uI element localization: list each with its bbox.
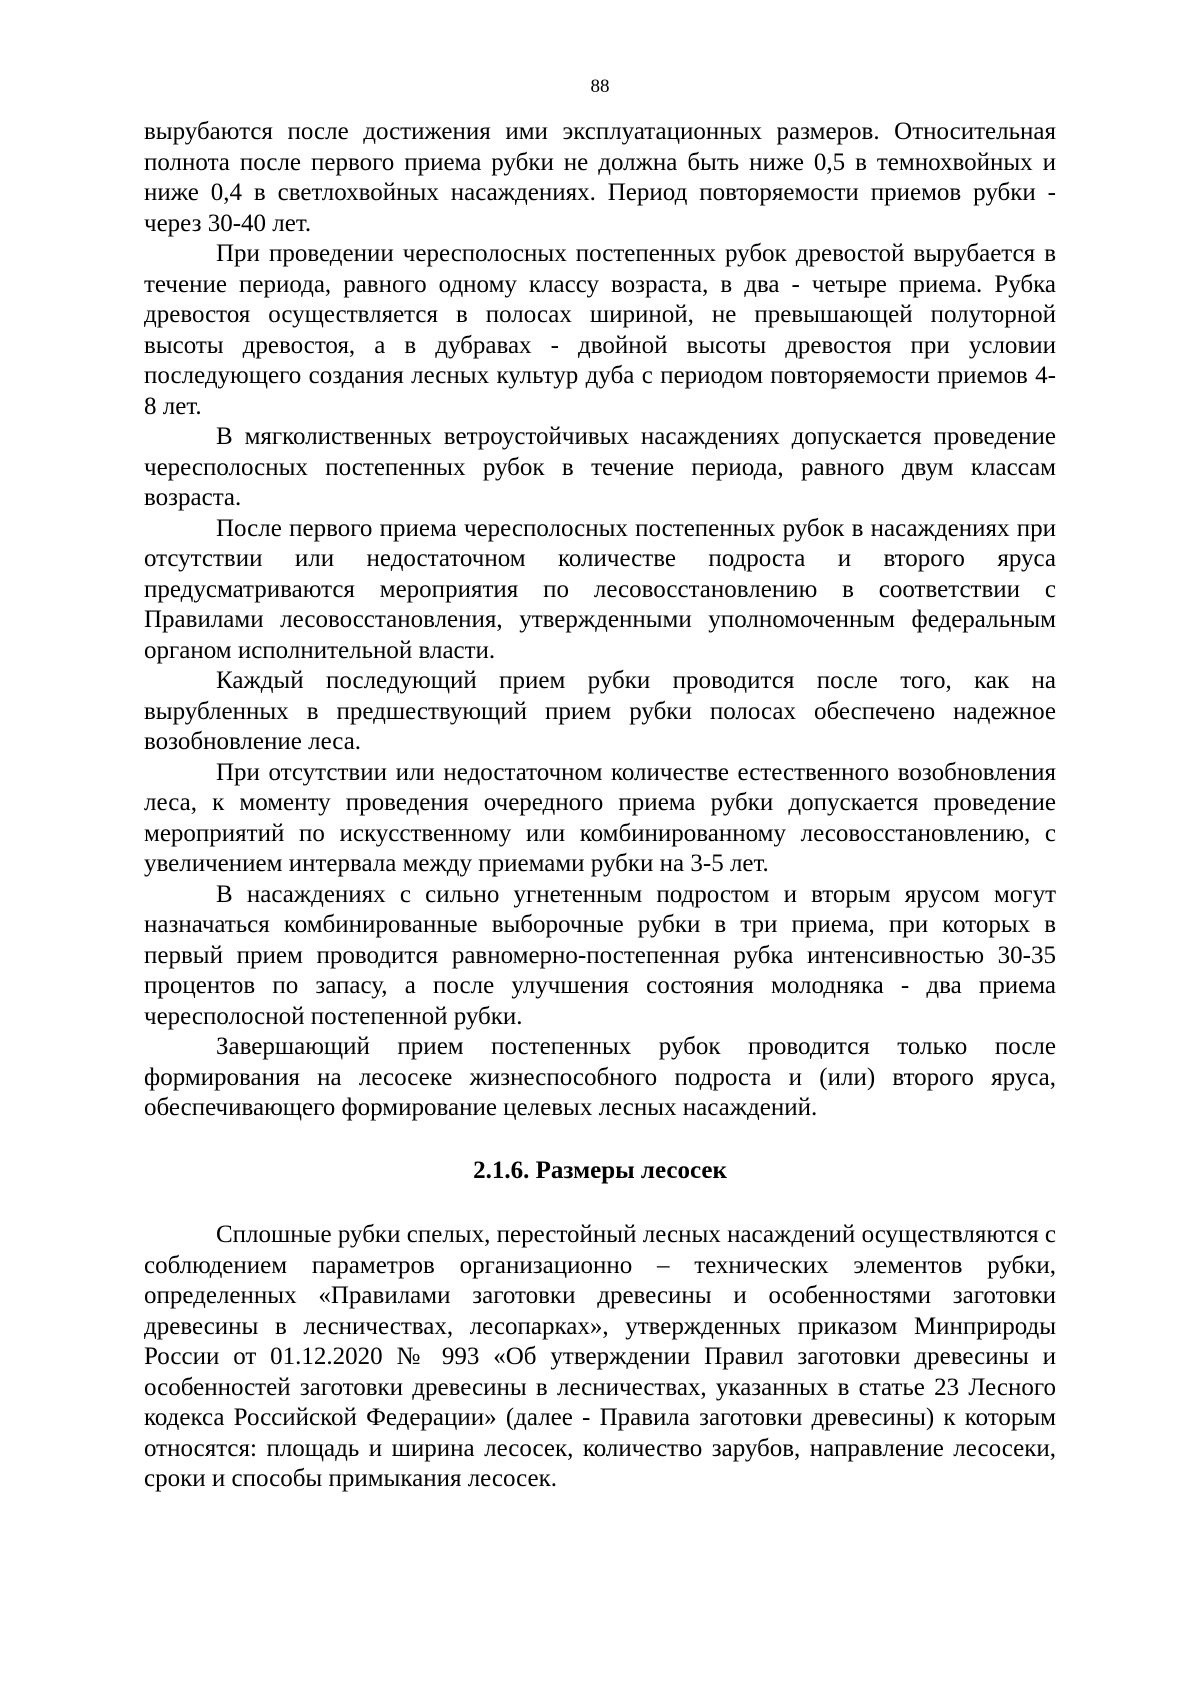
paragraph-final-cut: Завершающий прием постепенных рубок проводится только после формирования на лесосеке жизнеспособного подроста и (или) второго яруса, обеспечивающего формирование целевых лесных насаждений. bbox=[144, 1033, 1056, 1121]
document-page bbox=[144, 0, 1056, 1697]
paragraph-subsequent-cut: Каждый последующий прием рубки проводится после того, как на вырубленных в предшествующий прием рубки полосах обеспечено надежное возобновление леса. bbox=[144, 667, 1056, 755]
paragraph-continuation: вырубаются после достижения ими эксплуатационных размеров. Относительная полнота после первого приема рубки не должна быть ниже 0,5 в темнохвойных и ниже 0,4 в светлохвойных насаждениях. Период повторяемости приемов рубки - через 30-40 лет. bbox=[144, 118, 1056, 237]
paragraph-strip-cutting: При проведении чересполосных постепенных рубок древостой вырубается в течение периода, равного одному классу возраста, в два - четыре приема. Рубка древостоя осуществляется в полосах шириной, не превышающей полуторной высоты древостоя, а в дубравах - двойной высоты древостоя при условии последующего создания лесных культур дуба с периодом повторяемости приемов 4-8 лет. bbox=[144, 240, 1056, 420]
document-body bbox=[144, 117, 1056, 1495]
paragraph-softwood-stands: В мягколиственных ветроустойчивых насаждениях допускается проведение чересполосных постепенных рубок в течение периода, равного двум классам возраста. bbox=[144, 423, 1056, 511]
paragraph-reforestation-measures: После первого приема чересполосных постепенных рубок в насаждениях при отсутствии или недостаточном количестве подроста и второго яруса предусматриваются мероприятия по лесовосстановлению в соответствии с Правилами лесовосстановления, утвержденными уполномоченным федеральным органом исполнительной власти. bbox=[144, 514, 1056, 664]
paragraph-combined-cuttings: В насаждениях с сильно угнетенным подростом и вторым ярусом могут назначаться комбинированные выборочные рубки в три приема, при которых в первый прием проводится равномерно-постепенная рубка интенсивностью 30-35 процентов по запасу, а после улучшения состояния молодняка - два приема чересполосной постепенной рубки. bbox=[144, 880, 1056, 1030]
page-number: 88 bbox=[590, 76, 610, 97]
paragraph-clear-cutting: Сплошные рубки спелых, перестойный лесных насаждений осуществляются с соблюдением параметров организационно – технических элементов рубки, определенных «Правилами заготовки древесины и особенностями заготовки древесины в лесничествах, лесопарках», утвержденных приказом Минприроды России от 01.12.2020 № 993 «Об утверждении Правил заготовки древесины и особенностей заготовки древесины в лесничествах, указанных в статье 23 Лесного кодекса Российской Федерации» (далее - Правила заготовки древесины) к которым относятся: площадь и ширина лесосек, количество зарубов, направление лесосеки, сроки и способы примыкания лесосек. bbox=[144, 1221, 1056, 1492]
paragraph-natural-regeneration: При отсутствии или недостаточном количестве естественного возобновления леса, к моменту проведения очередного приема рубки допускается проведение мероприятий по искусственному или комбинированному лесовосстановлению, с увеличением интервала между приемами рубки на 3-5 лет. bbox=[144, 758, 1056, 877]
section-heading: 2.1.6. Размеры лесосек bbox=[473, 1156, 727, 1184]
